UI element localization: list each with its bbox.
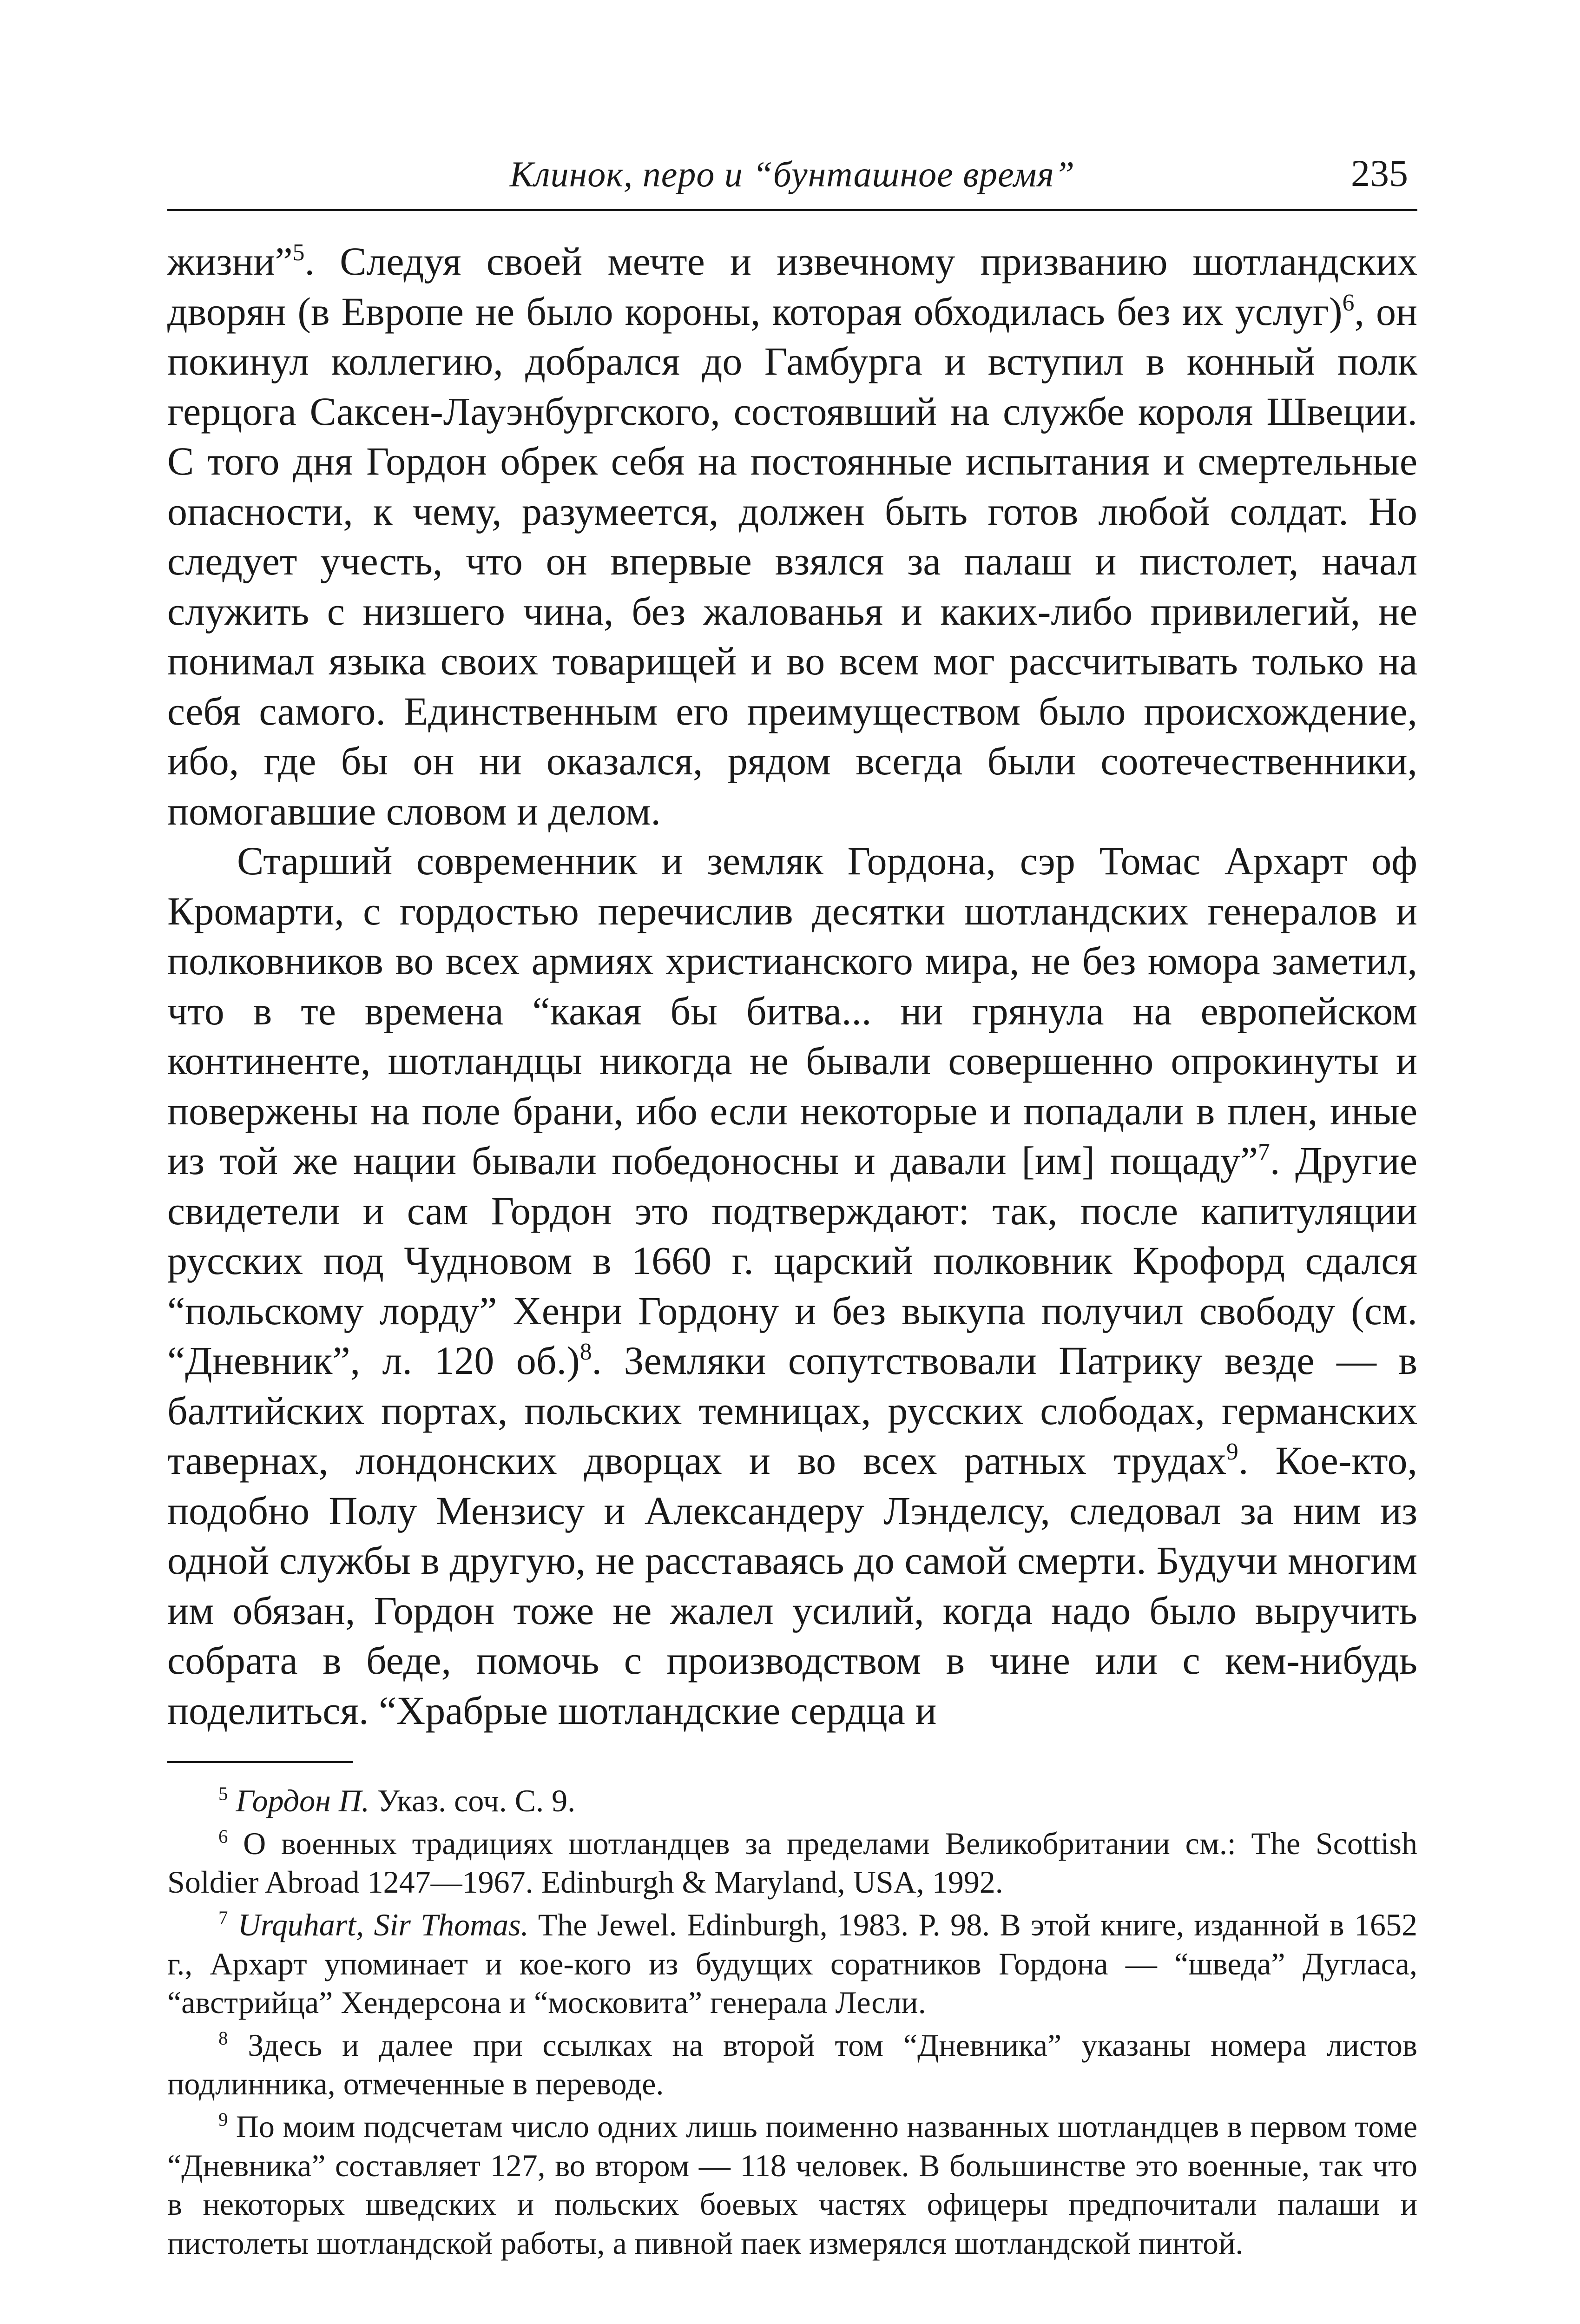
footnote-author: Urquhart, Sir Thomas. — [237, 1907, 529, 1942]
footnote-number: 6 — [218, 1826, 228, 1847]
paragraph — [167, 836, 1417, 1736]
running-title: Клинок, перо и “бунташное время” — [509, 154, 1075, 194]
text-segment: . Земляки сопутствовали Патрику везде — в балтийских портах, польских темницах, русских слободах, германских тавернах, лондонских дворцах и во всех ратных трудах — [167, 1338, 1417, 1483]
text-segment: , он покинул коллегию, добрался до Гамбурга и вступил в конный полк герцога Саксен-Лауэнбургского, состоявший на службе короля Швеции. С того дня Гордон обрек себя на постоянные испытания и смертельные опасности, к чему, разумеется, должен быть готов любой солдат. Но следует учесть, что он впервые взялся за палаш и пистолет, начал служить с низшего чина, без жалованья и каких-либо привилегий, не понимал языка своих товарищей и во всем мог рассчитывать только на себя самого. Единственным его преимуществом было происхождение, ибо, где бы он ни оказался, рядом всегда были соотечественники, помогавшие словом и делом. — [167, 289, 1417, 833]
footnote-number: 9 — [218, 2109, 228, 2130]
footnote-text: О военных традициях шотландцев за пределами Великобритании см.: The Scottish Soldier Abroad 1247—1967. Edinburgh & Maryland, USA, 1992. — [167, 1825, 1417, 1900]
footnote-ref: 7 — [1258, 1139, 1270, 1166]
footnote — [167, 1782, 1417, 1821]
footnotes — [167, 1782, 1417, 2263]
footnote-ref: 6 — [1342, 289, 1355, 316]
footnote — [167, 1906, 1417, 2022]
footnote-number: 7 — [218, 1907, 228, 1928]
footnote-text: The Jewel. Edinburgh, 1983. P. 98. В этой книге, изданной в 1652 г., Архарт упоминает и кое-кого из будущих соратников Гордона — “шведа” Дугласа, “австрийца” Хендерсона и “московита” генерала Лесли. — [167, 1907, 1417, 2020]
footnote-text: Указ. соч. С. 9. — [369, 1783, 576, 1818]
footnote — [167, 2026, 1417, 2104]
text-segment: . Другие свидетели и сам Гордон это подтверждают: так, после капитуляции русских под Чудновом в 1660 г. царский полковник Крофорд сдался “польскому лорду” Хенри Гордону и без выкупа получил свободу (см. “Дневник”, л. 120 об.) — [167, 1138, 1417, 1383]
footnote-number: 5 — [218, 1783, 228, 1804]
text-segment: . Кое-кто, подобно Полу Мензису и Александеру Лэнделсу, следовал за ним из одной службы в другую, не расставаясь до самой смерти. Будучи многим им обязан, Гордон тоже не жалел усилий, когда надо было выручить собрата в беде, помочь с производством в чине или с кем-нибудь поделиться. “Храбрые шотландские сердца и — [167, 1438, 1417, 1733]
footnote-author: Гордон П. — [236, 1783, 369, 1818]
paragraph — [167, 237, 1417, 836]
text-segment: . Следуя своей мечте и извечному призванию шотландских дворян (в Европе не было короны, которая обходилась без их услуг) — [167, 239, 1417, 334]
running-head — [167, 139, 1417, 211]
text-segment: Старший современник и земляк Гордона, сэр Томас Архарт оф Кромарти, с гордостью перечислив десятки шотландских генералов и полковников во всех армиях христианского мира, не без юмора заметил, что в те времена “какая бы битва... ни грянула на европейском континенте, шотландцы никогда не бывали совершенно опрокинуты и повержены на поле брани, ибо если некоторые и попадали в плен, иные из той же нации бывали победоносны и давали [им] пощаду” — [167, 838, 1417, 1183]
book-page — [167, 139, 1417, 2278]
footnote — [167, 1824, 1417, 1902]
footnote-ref: 9 — [1226, 1439, 1238, 1466]
body-text — [167, 237, 1417, 1736]
footnote-separator — [167, 1761, 353, 1763]
footnote-number: 8 — [218, 2027, 228, 2049]
footnote — [167, 2107, 1417, 2263]
text-segment: жизни” — [167, 239, 293, 284]
footnote-text: Здесь и далее при ссылках на второй том “Дневника” указаны номера листов подлинника, отмеченные в переводе. — [167, 2027, 1418, 2102]
footnote-ref: 8 — [579, 1339, 592, 1366]
footnote-text: По моим подсчетам число одних лишь поименно названных шотландцев в первом томе “Дневника” составляет 127, во втором — 118 человек. В большинстве это военные, так что в некоторых шведских и польских боевых частях офицеры предпочитали палаши и пистолеты шотландской работы, а пивной паек измерялся шотландской пинтой. — [167, 2109, 1417, 2261]
page-number: 235 — [1351, 152, 1408, 194]
footnote-ref: 5 — [292, 239, 305, 266]
